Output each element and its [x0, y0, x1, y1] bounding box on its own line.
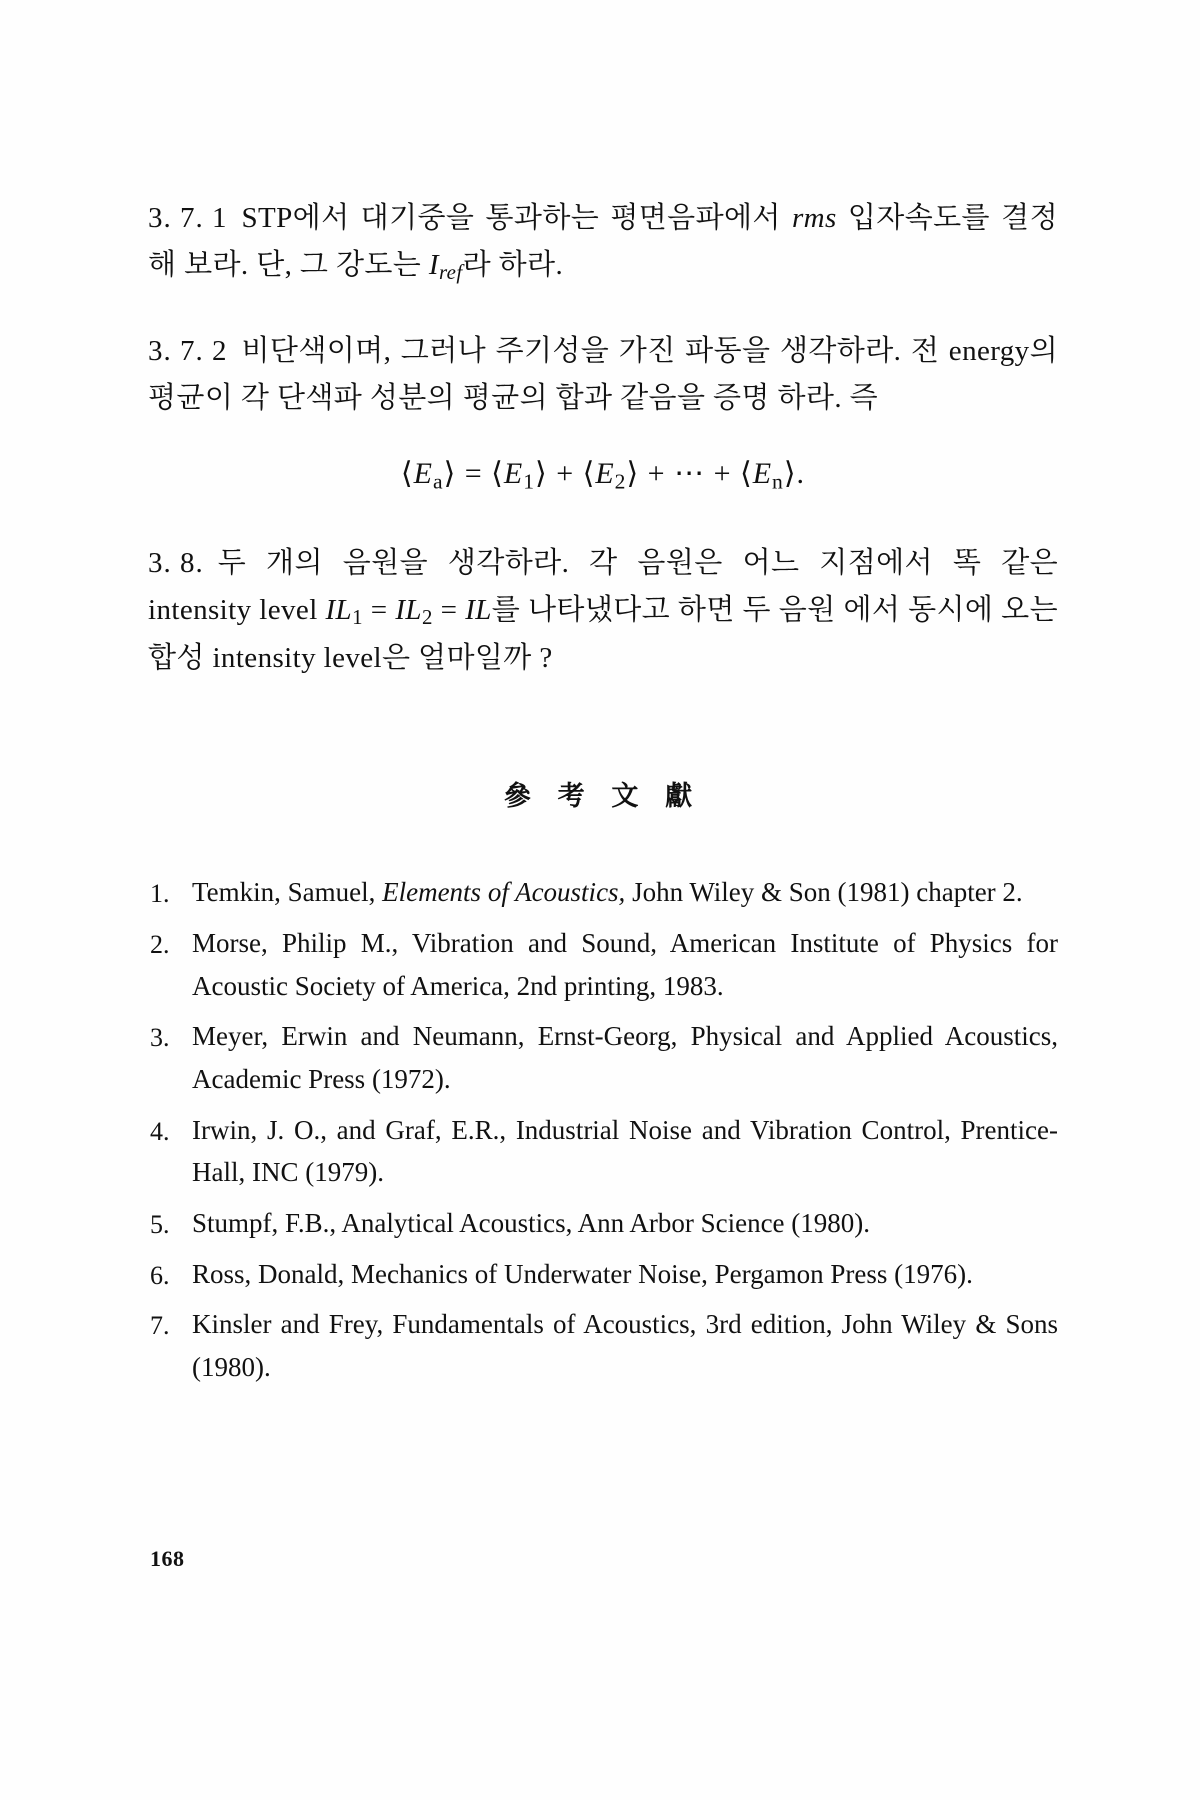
problem-3-8-il1-subscript: 1: [352, 605, 363, 630]
reference-text-italic: Elements of Acoustics,: [382, 877, 626, 908]
reference-text-pre: Stumpf, F.B., Analytical Acoustics, Ann Arbor Science (1980).: [192, 1207, 871, 1238]
equation-energy-sum: [148, 456, 1058, 494]
reference-marker: 4.: [150, 1116, 170, 1146]
problem-3-7-2-number: 3. 7. 2: [148, 335, 228, 367]
problem-3-7-2-line2: 전 energy의 평균이 각 단색파 성분의 평균의 합과 같음을 증명: [148, 335, 1058, 414]
problem-3-7-2: [148, 328, 1058, 422]
list-item: [148, 1303, 1058, 1388]
problem-3-8-il2-subscript: 2: [421, 605, 433, 630]
reference-text-pre: Temkin, Samuel,: [192, 877, 383, 908]
problem-3-7-1: [148, 195, 1058, 290]
references-heading: 參 考 文 獻: [503, 781, 703, 812]
problem-3-8-eq2: =: [432, 594, 466, 627]
reference-text-pre: Ross, Donald, Mechanics of Underwater Noise, Pergamon Press (1976).: [192, 1258, 973, 1289]
list-item: [148, 922, 1058, 1007]
reference-text-pre: Meyer, Erwin and Neumann, Ernst-Georg, Physical and Applied Acoustics, Academic Press (1972).: [192, 1021, 1058, 1094]
problem-3-7-1-subscript-ref: ref: [438, 260, 463, 285]
references-list: [148, 871, 1058, 1388]
reference-marker: 7.: [150, 1311, 170, 1341]
problem-3-7-1-symbol-i: I: [428, 248, 439, 281]
problem-3-7-1-text-b: 입자: [836, 202, 905, 234]
equation-text: ⟨Ea⟩ = ⟨E1⟩ + ⟨E2⟩ + ⋯ + ⟨En⟩.: [400, 456, 806, 494]
page-number: 168: [150, 1546, 185, 1571]
reference-marker: 5.: [150, 1209, 170, 1239]
problem-3-7-1-text-a: STP에서 대기중을 통과하는 평면음파에서: [241, 202, 792, 234]
reference-marker: 1.: [150, 879, 170, 909]
list-item: [148, 1015, 1058, 1100]
problem-3-8-text-b: 를 나타냈다고 하면 두 음원: [491, 594, 836, 627]
problem-3-7-1-number: 3. 7. 1: [148, 202, 228, 234]
reference-marker: 6.: [150, 1260, 170, 1290]
problem-3-8-line3: 에서 동시에 오는 합성 intensity level은 얼마일까 ?: [148, 594, 1058, 675]
list-item: [148, 1253, 1058, 1296]
reference-text-pre: Morse, Philip M., Vibration and Sound, American Institute of Physics for Acoustic Society of America, 2nd printing, 1983.: [192, 927, 1058, 1001]
problem-3-8: [148, 540, 1058, 682]
problem-3-7-2-line3: 하라. 즉: [777, 381, 879, 414]
reference-marker: 2.: [150, 929, 170, 959]
list-item: [148, 1109, 1058, 1194]
reference-marker: 3.: [150, 1023, 170, 1053]
problem-3-7-1-text-c: 속도를 결정해 보라. 단, 그 강도는: [148, 202, 1058, 281]
problem-3-7-2-line1: 비단색이며, 그러나 주기성을 가진 파동을 생각하라.: [241, 335, 902, 367]
problem-3-8-text-a: 같은 intensity level: [148, 547, 1059, 627]
problem-3-8-il3: IL: [465, 594, 492, 627]
page-content: [148, 195, 1058, 1397]
reference-text-pre: Kinsler and Frey, Fundamentals of Acoustics, 3rd edition, John Wiley & Sons (1980).: [192, 1309, 1058, 1382]
problem-3-7-1-rms: rms: [792, 202, 837, 234]
list-item: [148, 871, 1058, 914]
problem-3-8-il1: IL: [325, 594, 353, 627]
problem-3-8-number: 3. 8.: [148, 547, 204, 580]
list-item: [148, 1202, 1058, 1245]
reference-text-pre: Irwin, J. O., and Graf, E.R., Industrial Noise and Vibration Control, Prentice-Hall, INC (1979).: [192, 1114, 1058, 1188]
problem-3-8-line1: 두 개의 음원을 생각하라. 각 음원은 어느 지점에서 똑: [217, 547, 982, 580]
problem-3-7-1-text-d: 라 하라.: [462, 248, 564, 281]
problem-3-8-il2: IL: [395, 594, 422, 627]
reference-text-post: John Wiley & Son (1981) chapter 2.: [625, 877, 1023, 908]
problem-3-8-eq1: =: [362, 594, 396, 627]
